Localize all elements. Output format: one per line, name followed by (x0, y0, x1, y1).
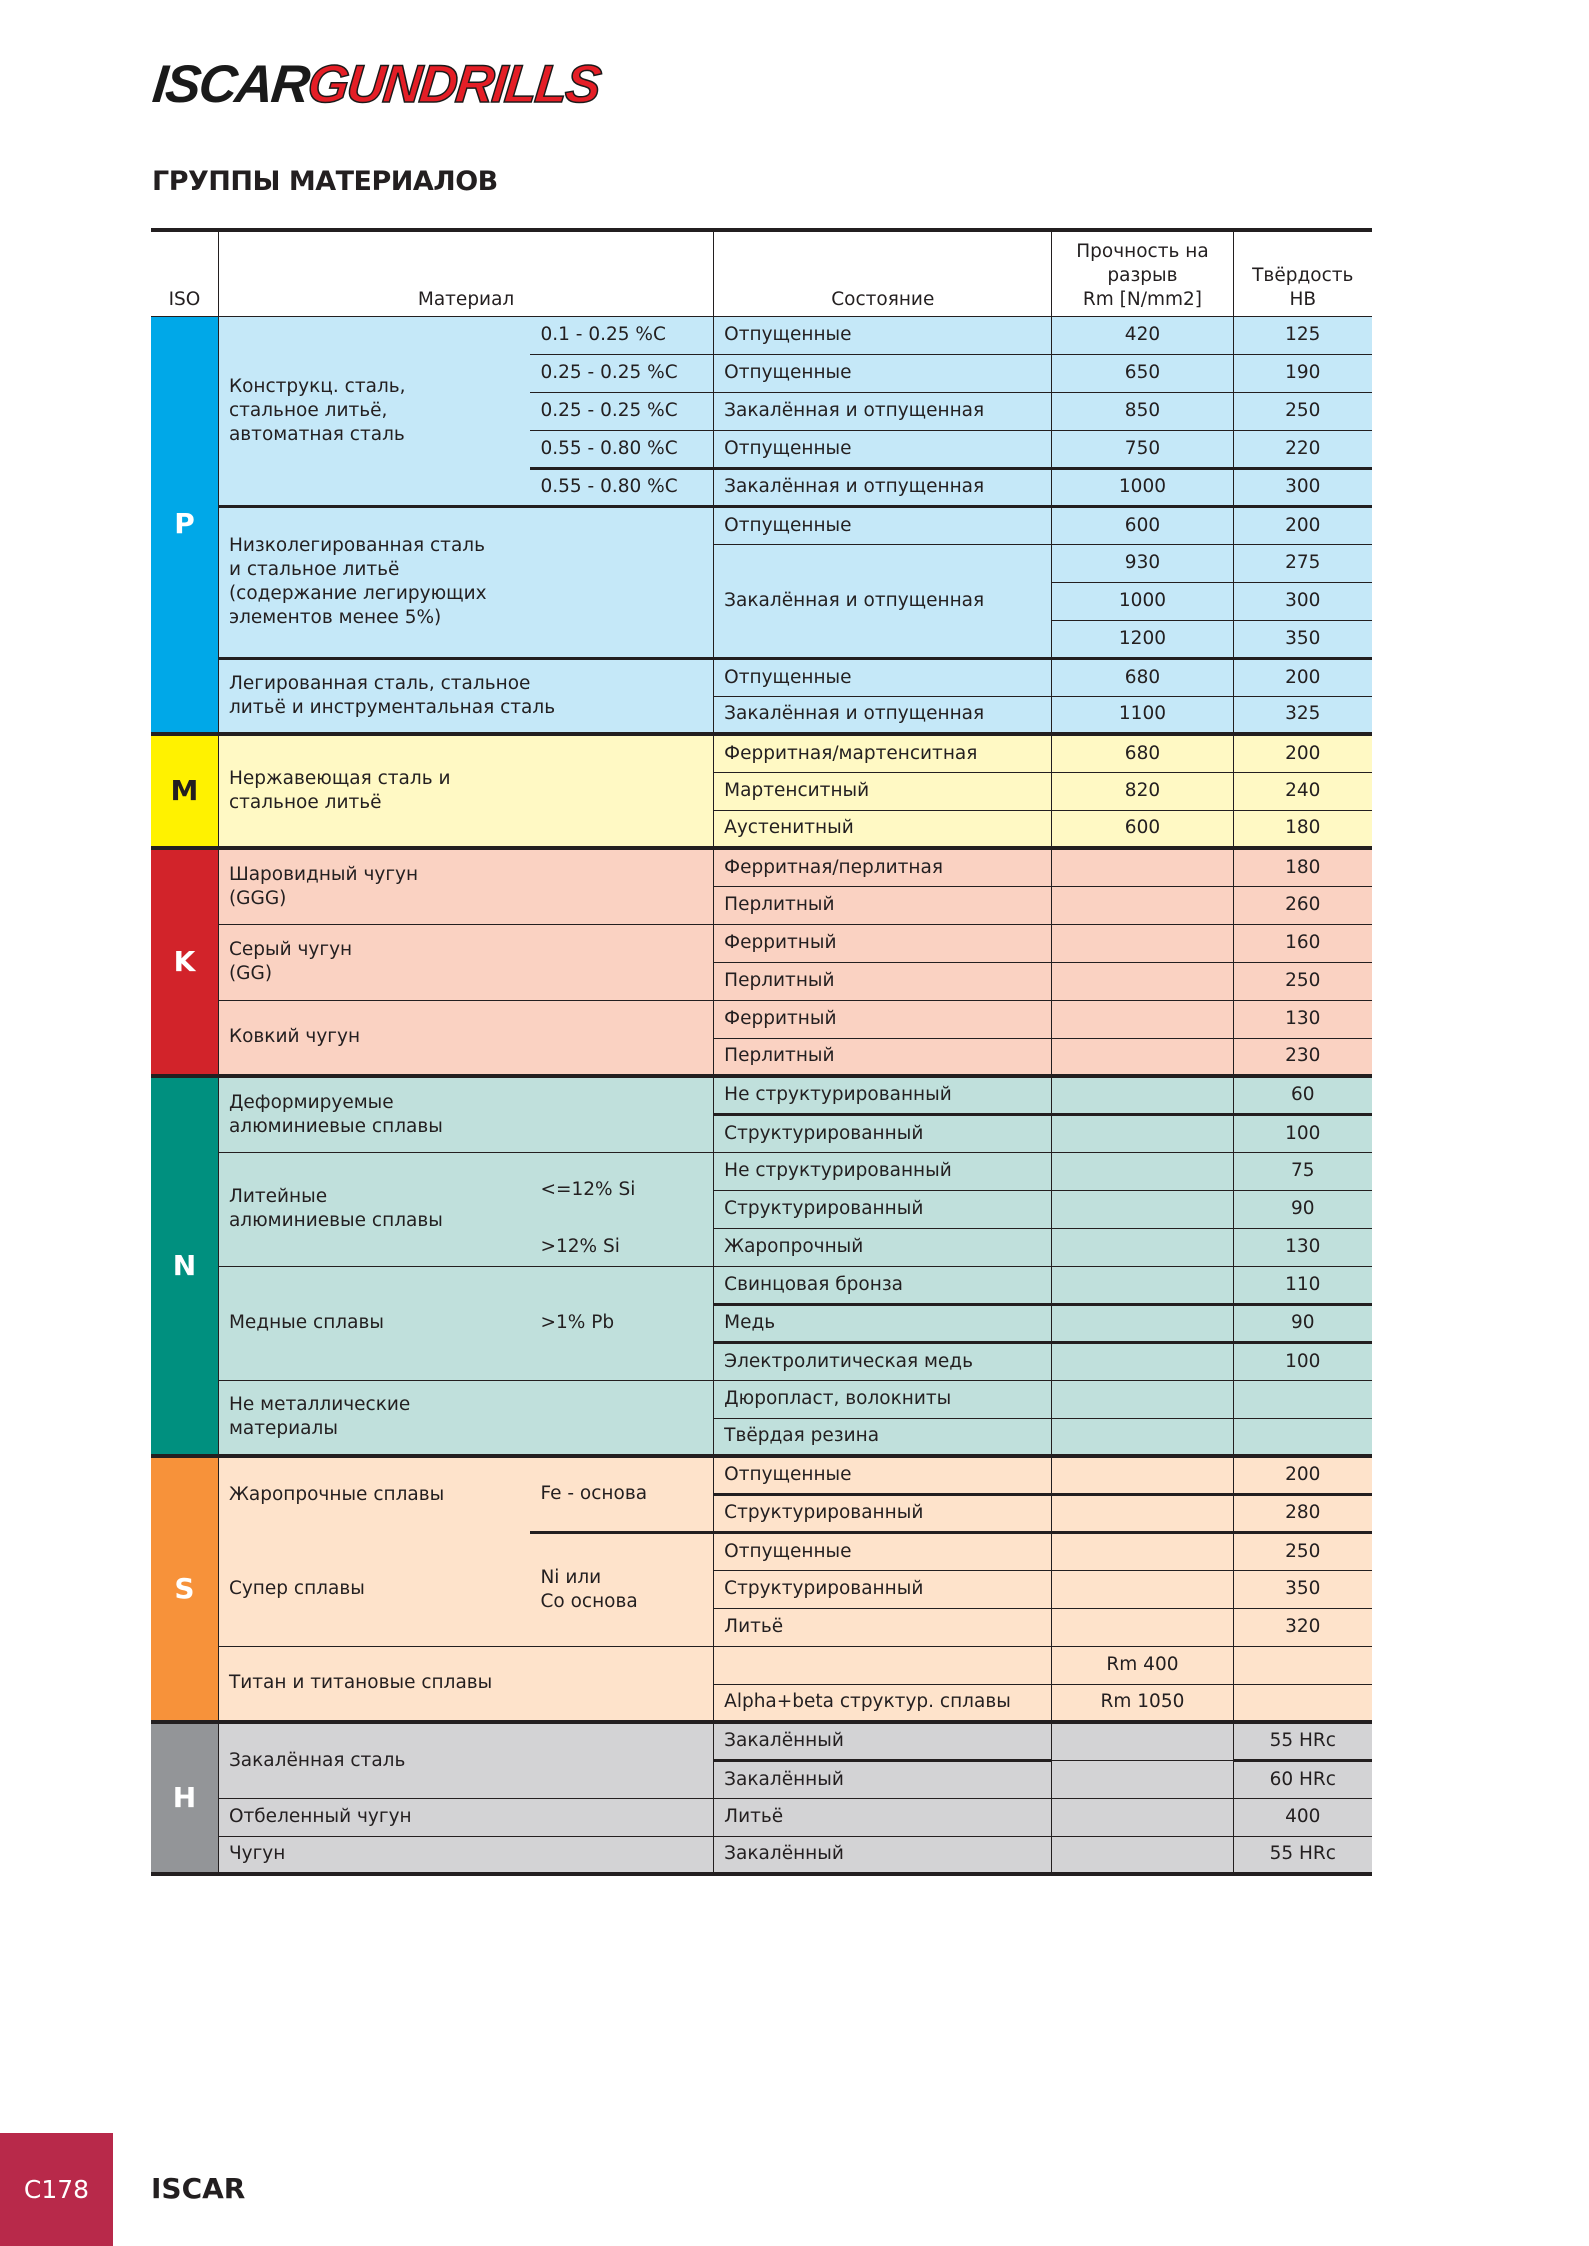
hb-cell: 230 (1233, 1038, 1372, 1076)
hb-cell: 100 (1233, 1342, 1372, 1380)
iso-group-s: S (151, 1456, 218, 1722)
table-row (151, 1836, 1372, 1874)
state-cell: Закалённый (714, 1836, 1052, 1874)
rm-cell (1052, 962, 1233, 1000)
table-row (151, 1646, 1372, 1684)
rm-cell: 850 (1052, 392, 1233, 430)
table-row (151, 1380, 1372, 1418)
hb-cell: 60 HRc (1233, 1760, 1372, 1798)
material-cell: Титан и титановые сплавы (218, 1646, 713, 1722)
subgroup-cell: >1% Pb (530, 1266, 713, 1380)
rm-cell: 930 (1052, 544, 1233, 582)
hb-cell: 90 (1233, 1190, 1372, 1228)
material-cell: Нержавеющая сталь и стальное литьё (218, 734, 713, 848)
subgroup-cell: 0.55 - 0.80 %C (530, 468, 713, 506)
state-cell (714, 1646, 1052, 1684)
material-cell: Конструкц. сталь, стальное литьё, автоматная сталь (218, 316, 530, 506)
col-header-tensile-strength (1052, 230, 1233, 316)
state-cell: Alpha+beta структур. сплавы (714, 1684, 1052, 1722)
iso-group-h: H (151, 1722, 218, 1874)
rm-cell (1052, 1038, 1233, 1076)
table-row (151, 1000, 1372, 1038)
rm-cell (1052, 1722, 1233, 1760)
material-cell: Чугун (218, 1836, 713, 1874)
rm-cell: 600 (1052, 506, 1233, 544)
hb-cell: 180 (1233, 810, 1372, 848)
rm-cell (1052, 1456, 1233, 1494)
rm-cell (1052, 886, 1233, 924)
rm-cell (1052, 1228, 1233, 1266)
rm-cell: 1000 (1052, 468, 1233, 506)
iso-group-n: N (151, 1076, 218, 1456)
state-cell: Медь (714, 1304, 1052, 1342)
state-cell: Закалённая и отпущенная (714, 392, 1052, 430)
rm-cell: 600 (1052, 810, 1233, 848)
material-cell: Деформируемые алюминиевые сплавы (218, 1076, 713, 1152)
subgroup-cell: Ni или Co основа (530, 1532, 713, 1646)
rm-cell: 1200 (1052, 620, 1233, 658)
rm-cell (1052, 1000, 1233, 1038)
subgroup-cell: <=12% Si (530, 1152, 713, 1228)
state-cell: Структурированный (714, 1190, 1052, 1228)
rm-cell: 750 (1052, 430, 1233, 468)
iso-group-k: K (151, 848, 218, 1076)
logo-gundrills: GUNDRILLS (304, 55, 603, 114)
hb-cell (1233, 1646, 1372, 1684)
rm-cell: 680 (1052, 658, 1233, 696)
table-row (151, 1152, 1372, 1190)
rm-header-line3: Rm [N/mm2] (1082, 288, 1202, 310)
state-cell: Отпущенные (714, 658, 1052, 696)
material-cell: Жаропрочные сплавы (218, 1456, 530, 1532)
col-header-material: Материал (218, 230, 713, 316)
rm-cell (1052, 1342, 1233, 1380)
state-cell: Структурированный (714, 1114, 1052, 1152)
rm-cell (1052, 1418, 1233, 1456)
rm-cell: 820 (1052, 772, 1233, 810)
rm-cell (1052, 1152, 1233, 1190)
hb-cell: 250 (1233, 392, 1372, 430)
rm-cell: Rm 1050 (1052, 1684, 1233, 1722)
hb-cell: 350 (1233, 620, 1372, 658)
table-row (151, 1532, 1372, 1570)
material-cell: Не металлические материалы (218, 1380, 713, 1456)
state-cell: Не структурированный (714, 1152, 1052, 1190)
hb-cell: 130 (1233, 1228, 1372, 1266)
subgroup-cell: 0.25 - 0.25 %C (530, 354, 713, 392)
state-cell: Закалённая и отпущенная (714, 696, 1052, 734)
subgroup-cell: 0.25 - 0.25 %C (530, 392, 713, 430)
material-cell: Литейные алюминиевые сплавы (218, 1152, 530, 1266)
state-cell: Не структурированный (714, 1076, 1052, 1114)
hb-cell: 240 (1233, 772, 1372, 810)
material-cell: Отбеленный чугун (218, 1798, 713, 1836)
material-groups-table (151, 228, 1372, 1876)
rm-cell: 680 (1052, 734, 1233, 772)
rm-cell: 1100 (1052, 696, 1233, 734)
material-cell: Шаровидный чугун (GGG) (218, 848, 713, 924)
hb-cell: 350 (1233, 1570, 1372, 1608)
material-cell: Низколегированная сталь и стальное литьё (содержание легирующих элементов менее 5%) (218, 506, 713, 658)
rm-cell (1052, 1760, 1233, 1798)
hb-cell: 200 (1233, 506, 1372, 544)
col-header-hardness (1233, 230, 1372, 316)
state-cell: Дюропласт, волокниты (714, 1380, 1052, 1418)
subgroup-cell: 0.55 - 0.80 %C (530, 430, 713, 468)
hb-cell: 325 (1233, 696, 1372, 734)
hb-cell: 250 (1233, 1532, 1372, 1570)
hb-cell: 180 (1233, 848, 1372, 886)
state-cell: Отпущенные (714, 506, 1052, 544)
material-cell: Легированная сталь, стальное литьё и инструментальная сталь (218, 658, 713, 734)
hb-cell: 90 (1233, 1304, 1372, 1342)
hb-header-line1: Твёрдость (1252, 264, 1354, 286)
table-row (151, 316, 1372, 354)
rm-header-line1: Прочность на (1076, 240, 1209, 262)
rm-cell (1052, 1076, 1233, 1114)
state-cell: Ферритный (714, 924, 1052, 962)
state-cell: Закалённый (714, 1722, 1052, 1760)
state-cell: Твёрдая резина (714, 1418, 1052, 1456)
rm-cell (1052, 1494, 1233, 1532)
rm-cell: 420 (1052, 316, 1233, 354)
rm-cell (1052, 924, 1233, 962)
iso-group-p: P (151, 316, 218, 734)
hb-cell: 275 (1233, 544, 1372, 582)
state-cell: Отпущенные (714, 1456, 1052, 1494)
hb-cell: 220 (1233, 430, 1372, 468)
table-row (151, 658, 1372, 696)
material-cell: Ковкий чугун (218, 1000, 713, 1076)
state-cell: Электролитическая медь (714, 1342, 1052, 1380)
table-row (151, 506, 1372, 544)
hb-cell: 190 (1233, 354, 1372, 392)
hb-cell: 300 (1233, 468, 1372, 506)
hb-cell (1233, 1418, 1372, 1456)
rm-cell: 1000 (1052, 582, 1233, 620)
rm-cell (1052, 1532, 1233, 1570)
state-cell: Ферритная/мартенситная (714, 734, 1052, 772)
hb-cell: 250 (1233, 962, 1372, 1000)
state-cell: Свинцовая бронза (714, 1266, 1052, 1304)
hb-cell: 160 (1233, 924, 1372, 962)
rm-cell: Rm 400 (1052, 1646, 1233, 1684)
state-cell: Закалённая и отпущенная (714, 468, 1052, 506)
iscar-gundrills-logo (149, 55, 603, 114)
rm-cell: 650 (1052, 354, 1233, 392)
hb-cell: 100 (1233, 1114, 1372, 1152)
table-row (151, 1456, 1372, 1494)
state-cell: Жаропрочный (714, 1228, 1052, 1266)
rm-cell (1052, 848, 1233, 886)
rm-cell (1052, 1304, 1233, 1342)
subgroup-cell: >12% Si (530, 1228, 713, 1266)
hb-cell: 300 (1233, 582, 1372, 620)
state-cell: Структурированный (714, 1494, 1052, 1532)
state-cell: Отпущенные (714, 354, 1052, 392)
iso-group-m: M (151, 734, 218, 848)
hb-cell: 260 (1233, 886, 1372, 924)
material-cell: Медные сплавы (218, 1266, 530, 1380)
rm-cell (1052, 1570, 1233, 1608)
state-cell: Мартенситный (714, 772, 1052, 810)
page-number-badge (0, 2133, 113, 2246)
hb-cell: 55 HRc (1233, 1836, 1372, 1874)
table-header-row (151, 230, 1372, 316)
table-row (151, 1798, 1372, 1836)
logo-iscar: ISCAR (149, 55, 312, 114)
state-cell: Закалённый (714, 1760, 1052, 1798)
state-cell: Перлитный (714, 886, 1052, 924)
hb-cell: 125 (1233, 316, 1372, 354)
hb-cell: 280 (1233, 1494, 1372, 1532)
rm-cell (1052, 1266, 1233, 1304)
state-cell: Ферритная/перлитная (714, 848, 1052, 886)
subgroup-cell: 0.1 - 0.25 %C (530, 316, 713, 354)
subgroup-cell: Fe - основа (530, 1456, 713, 1532)
page-title: ГРУППЫ МАТЕРИАЛОВ (152, 166, 498, 197)
rm-cell (1052, 1114, 1233, 1152)
rm-cell (1052, 1798, 1233, 1836)
material-cell: Серый чугун (GG) (218, 924, 713, 1000)
state-cell: Отпущенные (714, 430, 1052, 468)
rm-cell (1052, 1836, 1233, 1874)
state-cell: Закалённая и отпущенная (714, 544, 1052, 658)
state-cell: Литьё (714, 1798, 1052, 1836)
hb-header-line2: HB (1289, 288, 1317, 310)
hb-cell: 75 (1233, 1152, 1372, 1190)
state-cell: Структурированный (714, 1570, 1052, 1608)
rm-header-line2: разрыв (1107, 264, 1178, 286)
state-cell: Отпущенные (714, 1532, 1052, 1570)
hb-cell: 130 (1233, 1000, 1372, 1038)
hb-cell: 200 (1233, 658, 1372, 696)
footer-brand: ISCAR (151, 2172, 246, 2205)
table-row (151, 1076, 1372, 1114)
material-cell: Супер сплавы (218, 1532, 530, 1646)
state-cell: Аустенитный (714, 810, 1052, 848)
state-cell: Отпущенные (714, 316, 1052, 354)
hb-cell (1233, 1684, 1372, 1722)
table-row (151, 1722, 1372, 1760)
hb-cell (1233, 1380, 1372, 1418)
hb-cell: 55 HRc (1233, 1722, 1372, 1760)
hb-cell: 320 (1233, 1608, 1372, 1646)
state-cell: Перлитный (714, 962, 1052, 1000)
hb-cell: 400 (1233, 1798, 1372, 1836)
page-number: C178 (23, 2175, 90, 2204)
table-row (151, 1266, 1372, 1304)
state-cell: Перлитный (714, 1038, 1052, 1076)
table-row (151, 848, 1372, 886)
material-cell: Закалённая сталь (218, 1722, 713, 1798)
table-row (151, 924, 1372, 962)
col-header-state: Состояние (714, 230, 1052, 316)
rm-cell (1052, 1380, 1233, 1418)
hb-cell: 200 (1233, 734, 1372, 772)
hb-cell: 200 (1233, 1456, 1372, 1494)
rm-cell (1052, 1190, 1233, 1228)
hb-cell: 110 (1233, 1266, 1372, 1304)
state-cell: Ферритный (714, 1000, 1052, 1038)
table-row (151, 734, 1372, 772)
rm-cell (1052, 1608, 1233, 1646)
state-cell: Литьё (714, 1608, 1052, 1646)
col-header-iso: ISO (151, 230, 218, 316)
hb-cell: 60 (1233, 1076, 1372, 1114)
